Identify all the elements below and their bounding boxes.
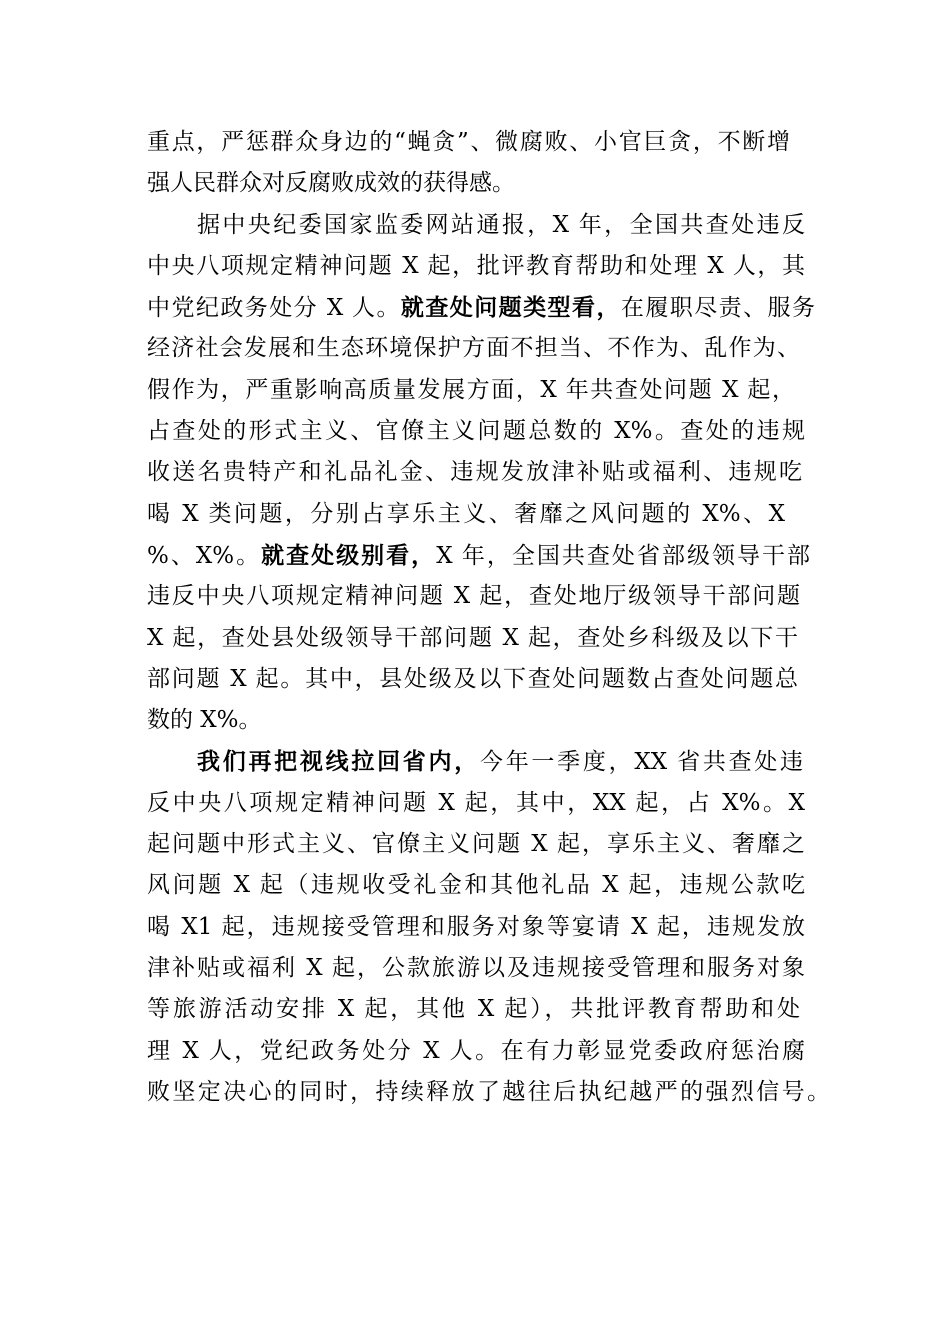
text-line: 理 X 人，党纪政务处分 X 人。在有力彰显党委政府惩治腐 bbox=[147, 1037, 805, 1064]
text-line: 部问题 X 起。其中，县处级及以下查处问题数占查处问题总 bbox=[147, 665, 798, 692]
text-line: 喝 X1 起，违规接受管理和服务对象等宴请 X 起，违规发放 bbox=[147, 913, 805, 940]
text-line: 喝 X 类问题，分别占享乐主义、奢靡之风问题的 X%、X bbox=[147, 500, 785, 527]
text-line: 收送名贵特产和礼品礼金、违规发放津补贴或福利、违规吃 bbox=[147, 459, 802, 486]
text-line: 反中央八项规定精神问题 X 起，其中，XX 起，占 X%。X bbox=[147, 789, 806, 816]
text-line bbox=[147, 535, 810, 576]
text-line: 等旅游活动安排 X 起，其他 X 起），共批评教育帮助和处 bbox=[147, 996, 800, 1023]
text-segment: X 年，全国共查处省部级领导干部 bbox=[436, 542, 810, 569]
text-line: 津补贴或福利 X 起，公款旅游以及违规接受管理和服务对象 bbox=[147, 954, 805, 981]
text-line: 据中央纪委国家监委网站通报，X 年，全国共查处违反 bbox=[197, 211, 805, 238]
bold-heading-segment: 就查处问题类型看， bbox=[400, 294, 621, 322]
text-line bbox=[197, 741, 803, 782]
text-segment: 在履职尽责、服务 bbox=[620, 295, 816, 322]
text-segment: 今年一季度，XX 省共查处违 bbox=[479, 749, 803, 776]
text-line: 起问题中形式主义、官僚主义问题 X 起，享乐主义、奢靡之 bbox=[147, 831, 805, 858]
bold-heading-segment: 我们再把视线拉回省内， bbox=[197, 748, 480, 776]
text-line: 违反中央八项规定精神问题 X 起，查处地厅级领导干部问题 bbox=[147, 583, 800, 610]
text-segment: 中党纪政务处分 X 人。 bbox=[147, 295, 401, 322]
document-body bbox=[147, 122, 830, 1113]
text-line: 重点，严惩群众身边的“蝇贪”、微腐败、小官巨贪，不断增 bbox=[147, 129, 790, 155]
text-segment: %、X%。 bbox=[147, 542, 262, 569]
paragraph-1 bbox=[147, 122, 830, 205]
paragraph-2 bbox=[147, 205, 830, 742]
bold-heading-segment: 就查处级别看， bbox=[261, 541, 437, 569]
text-line: 假作为，严重影响高质量发展方面，X 年共查处问题 X 起， bbox=[147, 376, 795, 403]
text-line: 败坚定决心的同时，持续释放了越往后执纪越严的强烈信号。 bbox=[147, 1078, 830, 1105]
text-line: 经济社会发展和生态环境保护方面不担当、不作为、乱作为、 bbox=[147, 335, 800, 362]
text-line: 占查处的形式主义、官僚主义问题总数的 X%。查处的违规 bbox=[147, 418, 805, 445]
text-line: 风问题 X 起（违规收受礼金和其他礼品 X 起，违规公款吃 bbox=[147, 872, 805, 899]
text-line: 强人民群众对反腐败成效的获得感。 bbox=[147, 170, 515, 197]
paragraph-3 bbox=[147, 741, 830, 1113]
text-line bbox=[147, 287, 815, 328]
text-line: X 起，查处县处级领导干部问题 X 起，查处乡科级及以下干 bbox=[147, 624, 798, 651]
text-line: 中央八项规定精神问题 X 起，批评教育帮助和处理 X 人，其 bbox=[147, 252, 805, 279]
text-line: 数的 X%。 bbox=[147, 707, 262, 734]
